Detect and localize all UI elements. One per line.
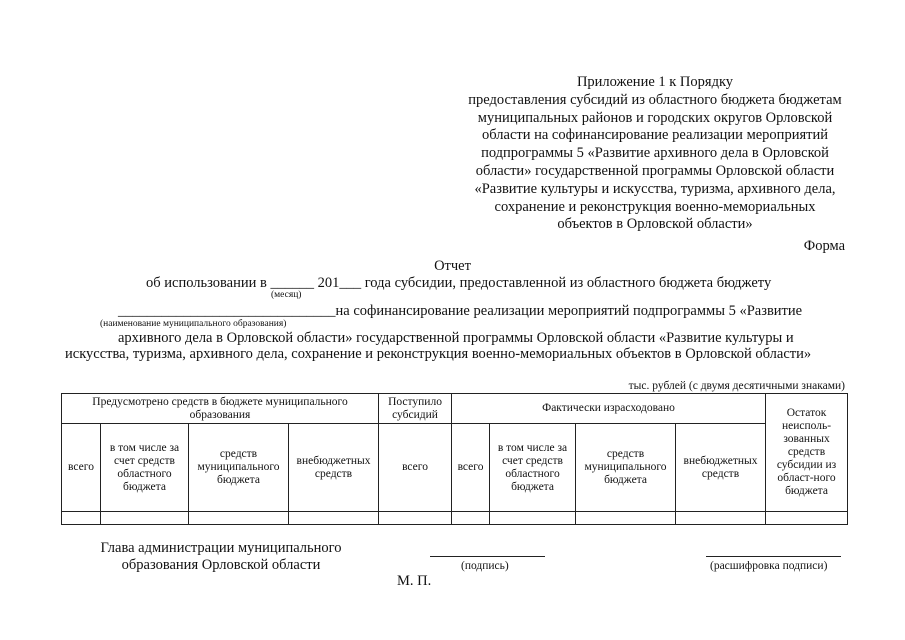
head-of-administration: Глава администрации муниципального образования Орловской области [100, 540, 342, 573]
report-table [61, 393, 848, 525]
form-label: Форма [803, 238, 845, 254]
planned-regional: в том числе за счет средств областного бюджета [101, 424, 189, 512]
appendix-line: подпрограммы 5 «Развитие архивного дела в Орловской [481, 145, 829, 162]
header-balance: Остаток неисполь-зованных средств субсидии из област-ного бюджета [766, 394, 848, 512]
report-line-2: ______________________________на софинансирование реализации мероприятий подпрограммы 5 «Развитие [118, 303, 803, 319]
appendix-line: области на софинансирование реализации мероприятий [482, 127, 828, 144]
table-cell[interactable] [289, 512, 379, 525]
table-cell[interactable] [576, 512, 676, 525]
units-note: тыс. рублей (с двумя десятичными знаками) [628, 380, 845, 392]
decoding-line [706, 556, 841, 557]
signature-line [430, 556, 545, 557]
appendix-line: области» государственной программы Орловской области [475, 162, 835, 179]
table-subheader-row [62, 424, 848, 512]
table-data-row [62, 512, 848, 525]
table-header-row [62, 394, 848, 424]
decoding-caption: (расшифровка подписи) [710, 560, 828, 572]
spent-municipal: средств муниципального бюджета [576, 424, 676, 512]
appendix-line: сохранение и реконструкция военно-мемориальных [494, 198, 816, 215]
report-title: Отчет [434, 258, 471, 274]
table-cell[interactable] [189, 512, 289, 525]
table-cell[interactable] [676, 512, 766, 525]
appendix-line: «Развитие культуры и искусства, туризма, архивного дела, [474, 180, 836, 197]
appendix-line: Приложение 1 к Порядку [576, 74, 734, 90]
report-line-3: архивного дела в Орловской области» государственной программы Орловской области «Развитие культуры и [118, 330, 794, 346]
table-cell[interactable] [490, 512, 576, 525]
planned-municipal: средств муниципального бюджета [189, 424, 289, 512]
spent-offbudget: внебюджетных средств [676, 424, 766, 512]
table-cell[interactable] [452, 512, 490, 525]
report-line-1: об использовании в ______ 201___ года субсидии, предоставленной из областного бюджета бюджету [146, 275, 772, 291]
appendix-line: муниципальных районов и городских округов Орловской [477, 109, 833, 126]
planned-total: всего [62, 424, 101, 512]
received-total: всего [379, 424, 452, 512]
header-received: Поступило субсидий [379, 394, 452, 424]
spent-total: всего [452, 424, 490, 512]
table-cell[interactable] [379, 512, 452, 525]
signature-caption: (подпись) [461, 560, 509, 572]
table-cell[interactable] [766, 512, 848, 525]
appendix-header [440, 74, 870, 234]
planned-offbudget: внебюджетных средств [289, 424, 379, 512]
stamp-place: М. П. [397, 573, 432, 589]
appendix-line: предоставления субсидий из областного бюджета бюджетам [468, 91, 842, 108]
header-spent: Фактически израсходовано [452, 394, 766, 424]
report-line-4: искусства, туризма, архивного дела, сохранение и реконструкция военно-мемориальных объектов в Орловской области» [65, 346, 812, 362]
table-cell[interactable] [101, 512, 189, 525]
month-hint: (месяц) [271, 290, 302, 300]
header-planned: Предусмотрено средств в бюджете муниципального образования [62, 394, 379, 424]
spent-regional: в том числе за счет средств областного бюджета [490, 424, 576, 512]
table-cell[interactable] [62, 512, 101, 525]
municipality-hint: (наименование муниципального образования) [100, 319, 287, 329]
appendix-line: объектов в Орловской области» [557, 216, 753, 233]
